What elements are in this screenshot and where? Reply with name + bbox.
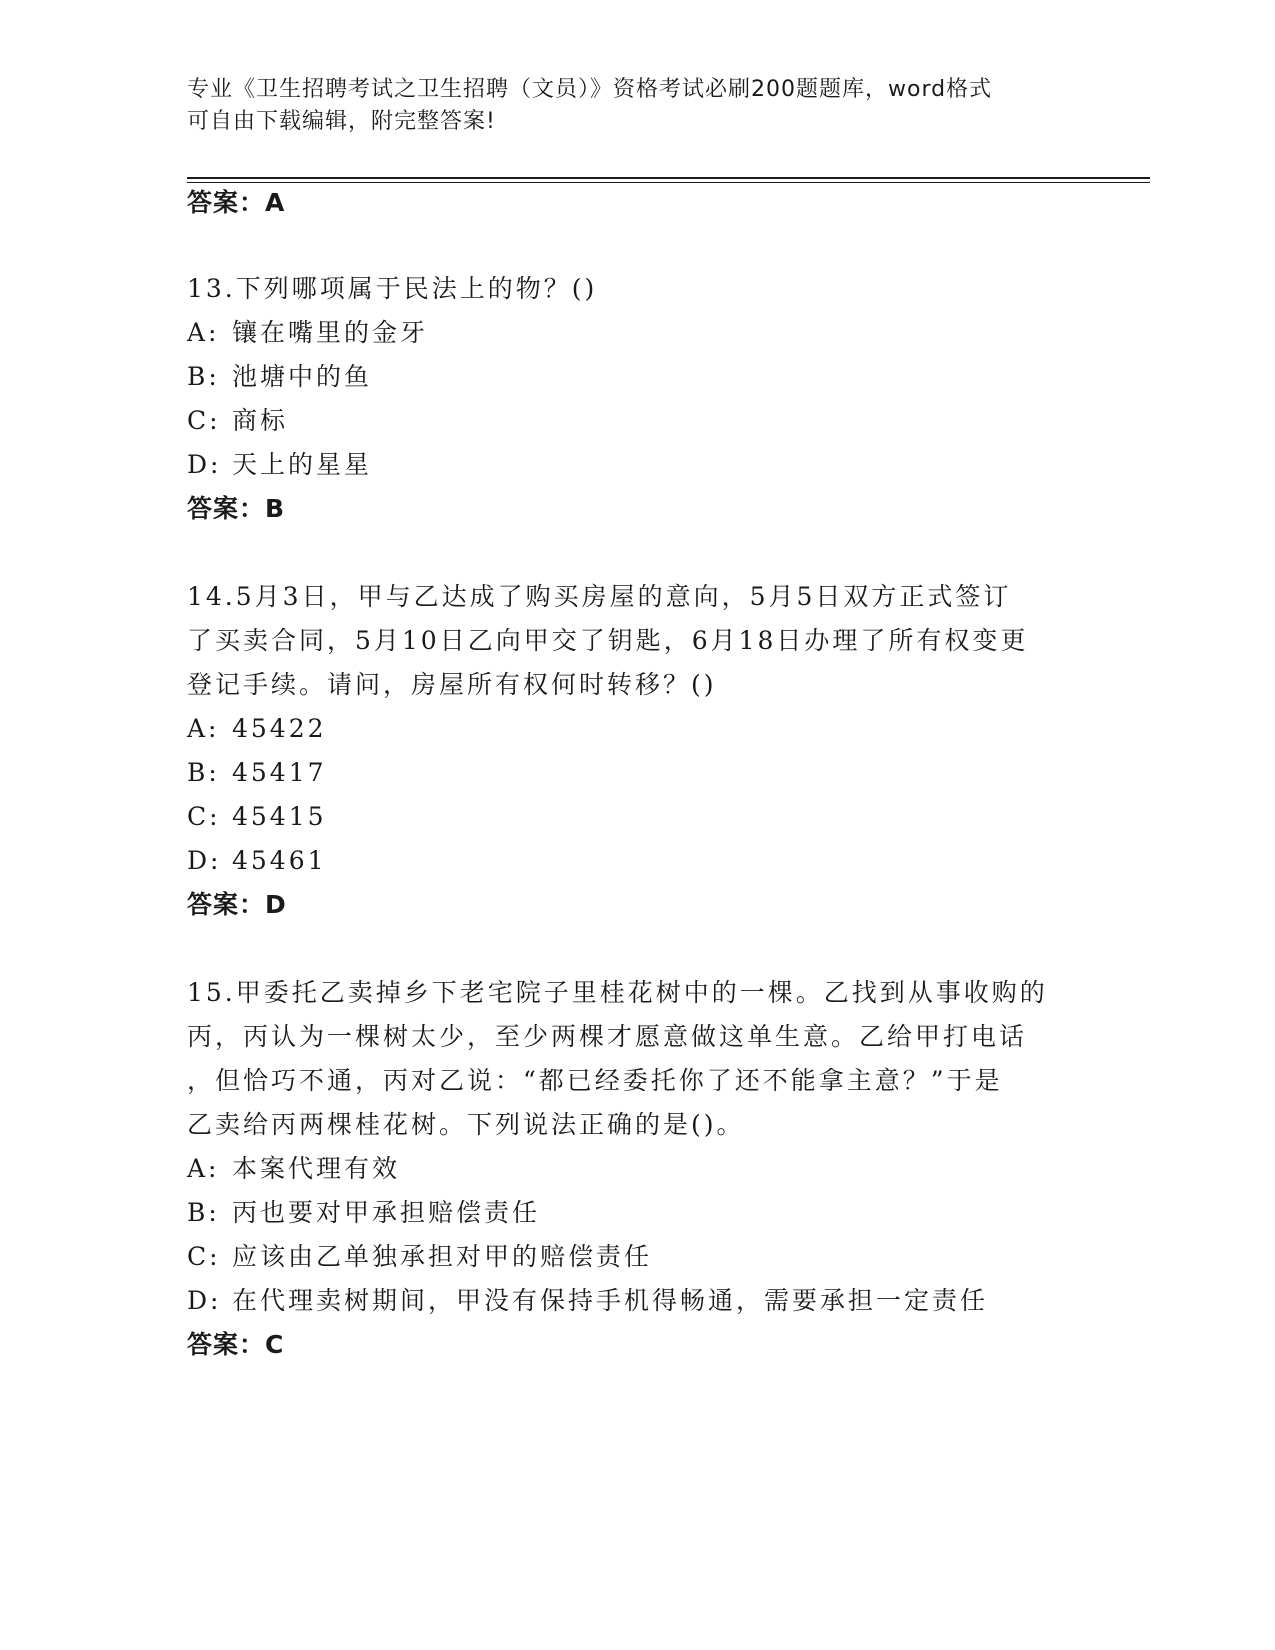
option-text: 45415 bbox=[232, 802, 327, 831]
question-14-answer: 答案：D bbox=[187, 890, 287, 919]
option-label: A: bbox=[187, 1154, 220, 1183]
question-15-stem-line-1: 15.甲委托乙卖掉乡下老宅院子里桂花树中的一棵。乙找到从事收购的 bbox=[187, 978, 1048, 1007]
option-label: B: bbox=[187, 758, 220, 787]
option-label: A: bbox=[187, 318, 220, 347]
option-text: 池塘中的鱼 bbox=[232, 362, 373, 391]
previous-answer: 答案：A bbox=[187, 188, 286, 217]
question-15-stem-line-2: 丙，丙认为一棵树太少，至少两棵才愿意做这单生意。乙给甲打电话 bbox=[187, 1022, 1028, 1051]
document-header bbox=[187, 74, 1087, 138]
question-15-answer: 答案：C bbox=[187, 1330, 285, 1359]
option-text: 商标 bbox=[232, 406, 289, 435]
header-divider-thin bbox=[187, 182, 1150, 183]
question-14-option-a bbox=[187, 712, 327, 746]
option-label: D: bbox=[187, 450, 222, 479]
header-divider-thick bbox=[187, 177, 1150, 179]
question-14-option-b bbox=[187, 756, 327, 790]
question-13-option-b bbox=[187, 360, 372, 394]
question-15-stem-line-4: 乙卖给丙两棵桂花树。下列说法正确的是()。 bbox=[187, 1110, 745, 1139]
option-label: B: bbox=[187, 1198, 220, 1227]
option-label: C: bbox=[187, 802, 221, 831]
header-line-1: 专业《卫生招聘考试之卫生招聘（文员）》资格考试必刷200题题库，word格式 bbox=[187, 77, 993, 102]
question-15-option-c bbox=[187, 1240, 652, 1274]
question-13-answer: 答案：B bbox=[187, 494, 286, 523]
option-text: 应该由乙单独承担对甲的赔偿责任 bbox=[232, 1242, 653, 1271]
option-label: D: bbox=[187, 846, 222, 875]
option-label: B: bbox=[187, 362, 220, 391]
question-15-option-d bbox=[187, 1284, 988, 1318]
question-15-option-a bbox=[187, 1152, 400, 1186]
option-text: 本案代理有效 bbox=[232, 1154, 401, 1183]
question-13-stem: 13.下列哪项属于民法上的物？() bbox=[187, 274, 598, 303]
question-14-option-c bbox=[187, 800, 327, 834]
option-text: 镶在嘴里的金牙 bbox=[232, 318, 429, 347]
question-13-option-a bbox=[187, 316, 428, 350]
question-13-option-d bbox=[187, 448, 372, 482]
option-text: 45417 bbox=[232, 758, 327, 787]
option-text: 天上的星星 bbox=[232, 450, 373, 479]
option-text: 45461 bbox=[232, 846, 327, 875]
option-text: 在代理卖树期间，甲没有保持手机得畅通，需要承担一定责任 bbox=[232, 1286, 989, 1315]
option-text: 45422 bbox=[232, 714, 327, 743]
question-14-stem-line-2: 了买卖合同，5月10日乙向甲交了钥匙，6月18日办理了所有权变更 bbox=[187, 626, 1029, 655]
question-15-stem-line-3: ，但恰巧不通，丙对乙说：“都已经委托你了还不能拿主意？”于是 bbox=[187, 1066, 1003, 1095]
question-14-option-d bbox=[187, 844, 327, 878]
question-13-option-c bbox=[187, 404, 288, 438]
option-label: C: bbox=[187, 1242, 221, 1271]
option-label: A: bbox=[187, 714, 220, 743]
option-text: 丙也要对甲承担赔偿责任 bbox=[232, 1198, 541, 1227]
option-label: D: bbox=[187, 1286, 222, 1315]
header-line-2: 可自由下载编辑，附完整答案! bbox=[187, 109, 496, 134]
option-label: C: bbox=[187, 406, 221, 435]
question-15-option-b bbox=[187, 1196, 540, 1230]
question-14-stem-line-3: 登记手续。请问，房屋所有权何时转移？() bbox=[187, 670, 717, 699]
question-14-stem-line-1: 14.5月3日，甲与乙达成了购买房屋的意向，5月5日双方正式签订 bbox=[187, 582, 1012, 611]
